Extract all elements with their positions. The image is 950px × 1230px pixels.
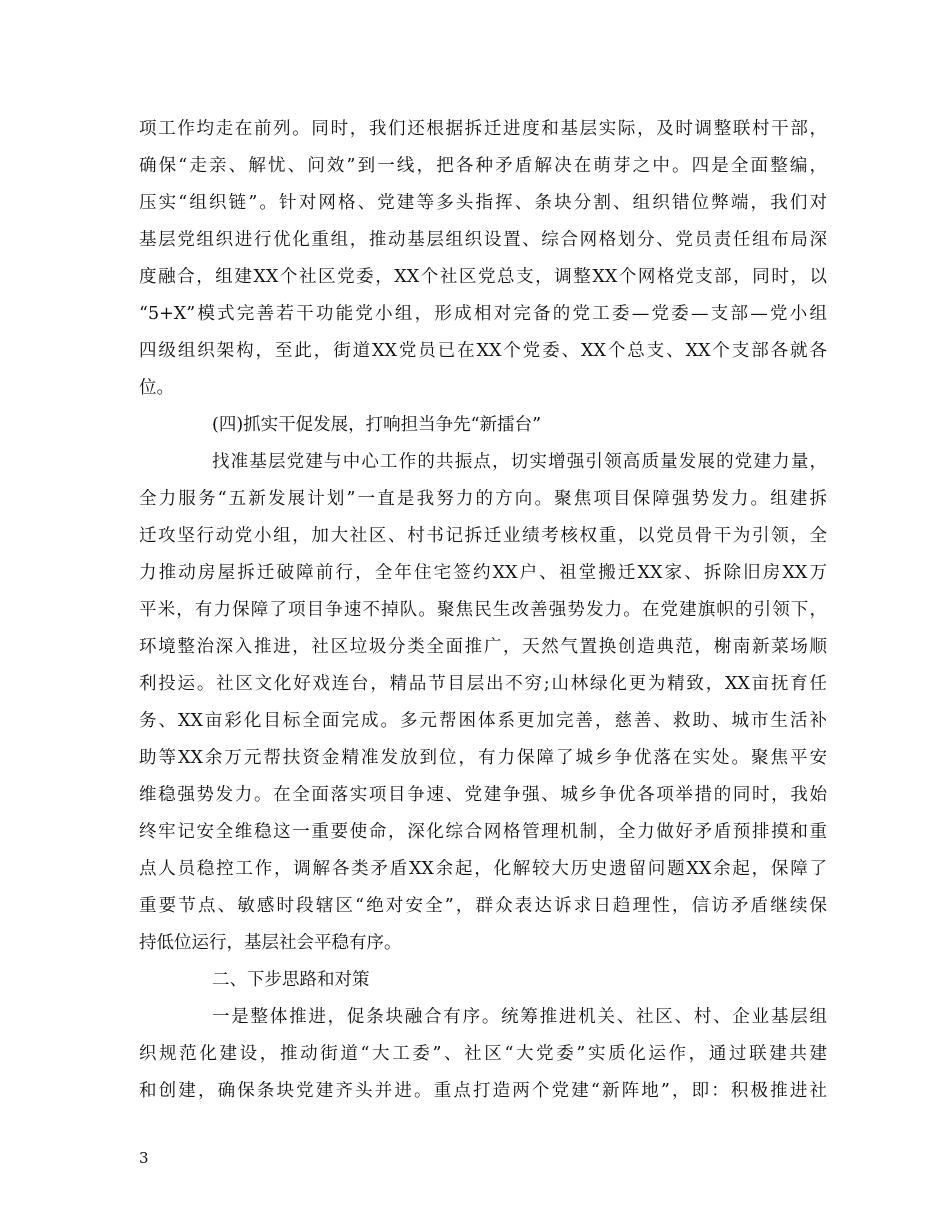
paragraph-line: 确保“走亲、解忧、问效”到一线，把各种矛盾解决在萌芽之中。四是全面整编， (139, 156, 827, 176)
paragraph-line: 和创建，确保条块党建齐头并进。重点打造两个党建“新阵地”，即：积极推进社 (139, 1081, 827, 1101)
paragraph-line: 项工作均走在前列。同时，我们还根据拆迁进度和基层实际，及时调整联村干部， (139, 119, 827, 139)
paragraph-line: 力推动房屋拆迁破障前行，全年住宅签约XX户、祖堂搬迁XX家、拆除旧房XX万 (139, 563, 827, 583)
paragraph-line: 重要节点、敏感时段辖区“绝对安全”，群众表达诉求日趋理性，信访矛盾继续保 (139, 896, 827, 916)
paragraph-line: 找准基层党建与中心工作的共振点，切实增强引领高质量发展的党建力量， (212, 452, 827, 472)
paragraph-line: 基层党组织进行优化重组，推动基层组织设置、综合网格划分、党员责任组布局深 (139, 230, 827, 250)
paragraph-line: 织规范化建设，推动街道“大工委”、社区“大党委”实质化运作，通过联建共建 (139, 1044, 827, 1064)
paragraph-line: 位。 (139, 378, 174, 398)
paragraph-line: “5+X”模式完善若干功能党小组，形成相对完备的党工委—党委—支部—党小组 (139, 304, 827, 324)
paragraph-line: 终牢记安全维稳这一重要使命，深化综合网格管理机制，全力做好矛盾预排摸和重 (139, 822, 827, 842)
paragraph-line: 全力服务“五新发展计划”一直是我努力的方向。聚焦项目保障强势发力。组建拆 (139, 489, 827, 509)
section-heading: 二、下步思路和对策 (212, 970, 370, 990)
paragraph-line: 利投运。社区文化好戏连台，精品节目层出不穷;山林绿化更为精致，XX亩抚育任 (139, 674, 827, 694)
paragraph-line: 助等XX余万元帮扶资金精准发放到位，有力保障了城乡争优落在实处。聚焦平安 (139, 748, 827, 768)
paragraph-line: 平米，有力保障了项目争速不掉队。聚焦民生改善强势发力。在党建旗帜的引领下， (139, 600, 827, 620)
paragraph-line: 环境整治深入推进，社区垃圾分类全面推广，天然气置换创造典范，榭南新菜场顺 (139, 637, 827, 657)
paragraph-line: 一是整体推进，促条块融合有序。统筹推进机关、社区、村、企业基层组 (212, 1007, 827, 1027)
paragraph-line: 四级组织架构，至此，街道XX党员已在XX个党委、XX个总支、XX个支部各就各 (139, 341, 827, 361)
paragraph-line: 持低位运行，基层社会平稳有序。 (139, 933, 402, 953)
section-heading: (四)抓实干促发展，打响担当争先“新擂台” (212, 415, 542, 435)
paragraph-line: 维稳强势发力。在全面落实项目争速、党建争强、城乡争优各项举措的同时，我始 (139, 785, 827, 805)
paragraph-line: 度融合，组建XX个社区党委，XX个社区党总支，调整XX个网格党支部，同时，以 (139, 267, 827, 287)
paragraph-line: 点人员稳控工作，调解各类矛盾XX余起，化解较大历史遗留问题XX余起，保障了 (139, 859, 827, 879)
paragraph-line: 迁攻坚行动党小组，加大社区、村书记拆迁业绩考核权重，以党员骨干为引领，全 (139, 526, 827, 546)
paragraph-line: 压实“组织链”。针对网格、党建等多头指挥、条块分割、组织错位弊端，我们对 (139, 193, 827, 213)
paragraph-line: 务、XX亩彩化目标全面完成。多元帮困体系更加完善，慈善、救助、城市生活补 (139, 711, 827, 731)
page-number: 3 (139, 1149, 149, 1167)
